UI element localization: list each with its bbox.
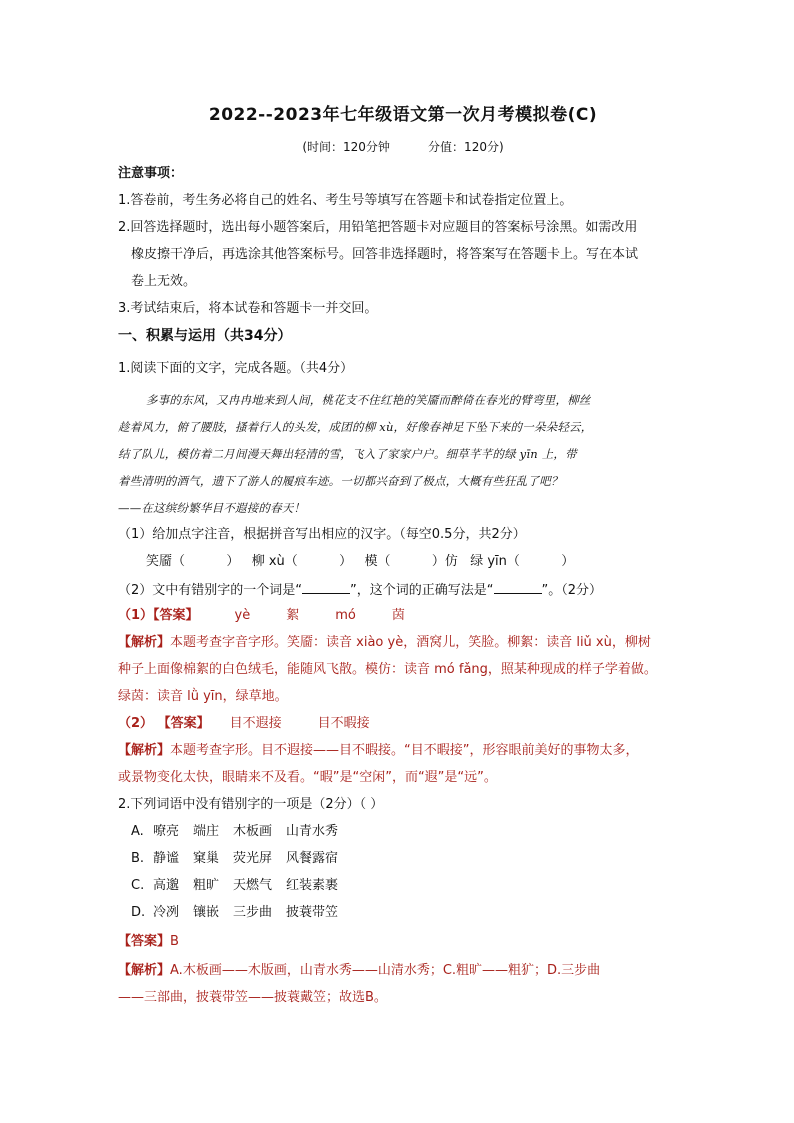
notice-item: 3.考试结束后，将本试卷和答题卡一并交回。	[118, 301, 378, 316]
option-word: 窠巢	[193, 851, 220, 866]
page-title: 2022--2023年七年级语文第一次月考模拟卷(C)	[208, 105, 598, 125]
explanation-label: 【解析】	[118, 963, 171, 978]
explanation-label: 【解析】	[118, 743, 171, 758]
option-letter: D.	[131, 905, 146, 920]
option-word: 镶嵌	[193, 905, 220, 920]
section-heading: 一、积累与运用（共34分）	[118, 328, 292, 344]
explanation-line	[118, 635, 651, 651]
option-letter: C.	[131, 878, 145, 893]
reading-passage-line: 多事的东风，又冉冉地来到人间，桃花支不住红艳的笑靥而醉倚在春光的臂弯里，柳丝	[146, 393, 591, 407]
explanation-text: 本题考查字音字形。笑靥：读音 xiào yè，酒窝儿，笑脸。柳絮：读音 liǔ xù，柳树	[170, 635, 651, 650]
option-row	[131, 851, 352, 867]
explanation-label: 【解析】	[118, 635, 171, 650]
exam-time-score: (时间：120分钟 分值：120分)	[302, 140, 504, 154]
answer-label: （1）【答案】	[118, 608, 199, 623]
notice-item: 1.答卷前，考生务必将自己的姓名、考生号等填写在答题卡和试卷指定位置上。	[118, 193, 573, 208]
fill-in-blanks: 笑靥（ ） 柳 xù（ ） 模（ ）仿 绿 yīn（ ）	[146, 554, 575, 569]
option-word: 高邈	[153, 878, 180, 893]
option-letter: B.	[131, 851, 145, 866]
explanation-text: A.木板画——木版画，山青水秀——山清水秀；C.粗旷——粗犷；D.三步曲	[170, 963, 601, 978]
option-row	[131, 905, 352, 921]
option-row	[131, 824, 352, 840]
sub-question-part: ”，这个词的正确写法是“	[350, 583, 494, 598]
answer-value: mó	[335, 608, 356, 623]
option-word: 荧光屏	[233, 851, 273, 866]
sub-question-part: （2）文中有错别字的一个词是“	[118, 583, 303, 598]
notice-item: 卷上无效。	[131, 274, 197, 289]
option-word: 三步曲	[233, 905, 273, 920]
option-word: 粗旷	[193, 878, 220, 893]
notice-item: 橡皮擦干净后，再选涂其他答案标号。回答非选择题时，将答案写在答题卡上。写在本试	[131, 247, 639, 262]
reading-passage-line: 结了队儿，模仿着二月间漫天舞出轻清的雪，飞入了家家户户。细草芊芊的绿 yīn 上，带	[118, 447, 577, 461]
option-word: 红装素裹	[286, 878, 339, 893]
answer-value: yè	[234, 608, 251, 623]
answer-label: 【答案】	[118, 934, 171, 949]
answer-label: （2） 【答案】	[118, 716, 210, 731]
answer-blank	[494, 581, 542, 594]
answer-line	[118, 716, 370, 732]
notice-heading: 注意事项：	[118, 166, 184, 181]
option-row	[131, 878, 352, 894]
explanation-line: 或景物变化太快，眼睛来不及看。“暇”是“空闲”，而“遐”是“远”。	[118, 770, 497, 785]
answer-blank	[302, 581, 350, 594]
explanation-line: 种子上面像棉絮的白色绒毛，能随风飞散。模仿：读音 mó fǎng，照某种现成的样子学着做。	[118, 662, 657, 677]
sub-question	[118, 581, 602, 599]
explanation-line	[118, 963, 600, 979]
option-word: 木板画	[233, 824, 273, 839]
explanation-line	[118, 743, 639, 759]
option-letter: A.	[131, 824, 144, 839]
option-word: 静谧	[153, 851, 180, 866]
notice-item: 2.回答选择题时，选出每小题答案后，用铅笔把答题卡对应题目的答案标号涂黑。如需改用	[118, 220, 638, 235]
explanation-line: 绿茵：读音 lǜ yīn，绿草地。	[118, 689, 288, 704]
question-stem: 2.下列词语中没有错别字的一项是（2分）（ ）	[118, 797, 384, 812]
answer-value: 目不暇接	[317, 716, 370, 731]
option-word: 天燃气	[233, 878, 273, 893]
answer-line	[118, 934, 179, 950]
option-word: 风餐露宿	[286, 851, 339, 866]
answer-value: 絮	[286, 608, 300, 623]
answer-line	[118, 608, 405, 624]
reading-passage-line: ——在这缤纷繁华目不遐接的春天！	[118, 501, 306, 515]
option-word: 披蓑带笠	[286, 905, 339, 920]
explanation-text: 本题考查字形。目不遐接——目不暇接。“目不暇接”，形容眼前美好的事物太多，	[170, 743, 639, 758]
answer-value: 茵	[391, 608, 405, 623]
answer-value: 目不遐接	[229, 716, 282, 731]
reading-passage-line: 趁着风力，俯了腰肢，搔着行人的头发，成团的柳 xù，好像春神足下坠下来的一朵朵轻云，	[118, 420, 593, 434]
explanation-line: ——三部曲，披蓑带笠——披蓑戴笠；故选B。	[118, 990, 387, 1005]
reading-passage-line: 着些清明的酒气，遗下了游人的履痕车迹。一切都兴奋到了极点，大概有些狂乱了吧？	[118, 474, 563, 488]
sub-question-part: ”。（2分）	[541, 583, 603, 598]
question-stem: 1.阅读下面的文字，完成各题。（共4分）	[118, 361, 354, 376]
option-word: 端庄	[193, 824, 220, 839]
option-word: 山青水秀	[286, 824, 339, 839]
option-word: 嘹亮	[153, 824, 180, 839]
option-word: 冷冽	[153, 905, 180, 920]
sub-question: （1）给加点字注音，根据拼音写出相应的汉字。（每空0.5分，共2分）	[118, 527, 526, 542]
answer-value: B	[170, 934, 179, 949]
